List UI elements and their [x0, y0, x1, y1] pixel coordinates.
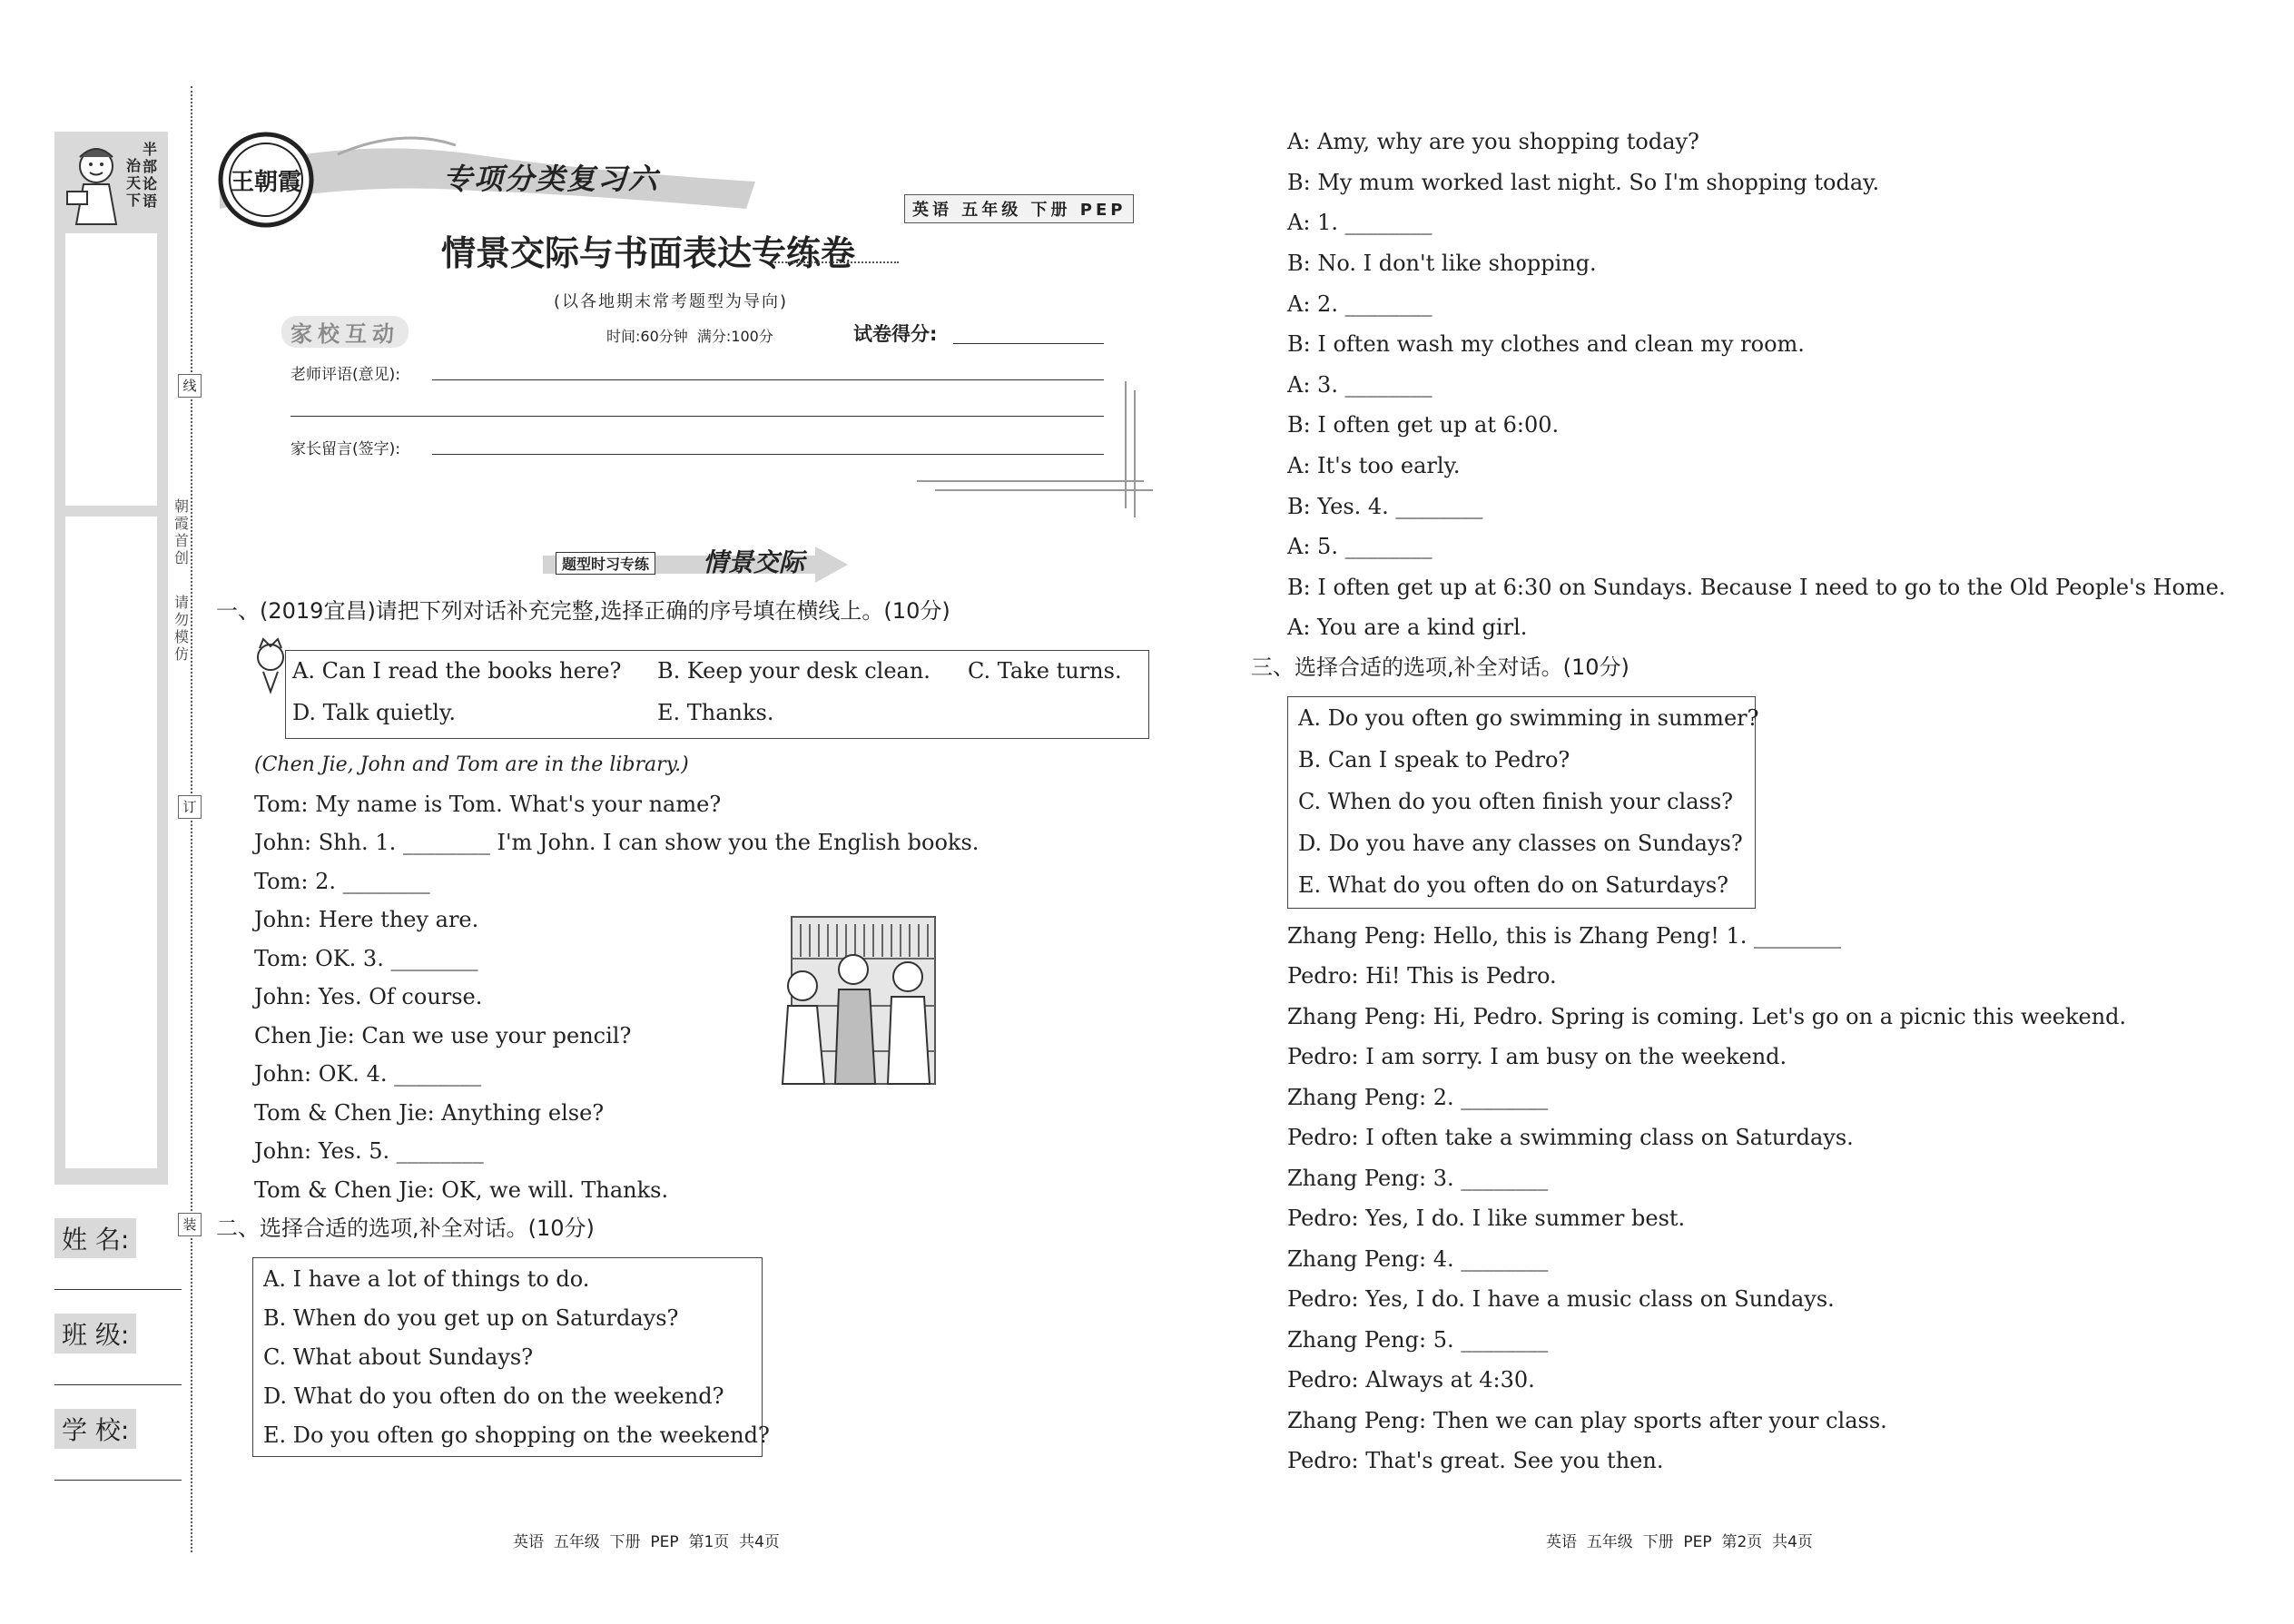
q3-line-8: Pedro: Yes, I do. I like summer best.: [1287, 1206, 1686, 1231]
q3-line-5: Zhang Peng: 2. ________: [1287, 1085, 1549, 1110]
section-title: 情景交际: [703, 547, 805, 577]
q2-line-11: A: 5. ________: [1287, 534, 1433, 559]
q1-line-4: John: Here they are.: [254, 907, 479, 932]
q3-option-c: C. When do you often finish your class?: [1298, 789, 1734, 814]
q2-option-d: D. What do you often do on the weekend?: [263, 1383, 724, 1409]
q3-line-10: Pedro: Yes, I do. I have a music class on Sundays.: [1287, 1286, 1835, 1312]
slogan-col-1: 半部论语: [142, 141, 157, 210]
q1-option-a: A. Can I read the books here?: [292, 658, 622, 684]
teacher-comment-label: 老师评语(意见):: [290, 366, 400, 384]
q2-line-7: A: 3. ________: [1287, 372, 1433, 398]
q3-line-3: Zhang Peng: Hi, Pedro. Spring is coming. Let's go on a picnic this weekend.: [1287, 1004, 2127, 1029]
q2-option-b: B. When do you get up on Saturdays?: [263, 1305, 679, 1331]
q3-option-b: B. Can I speak to Pedro?: [1298, 747, 1570, 773]
class-label: 班 级:: [54, 1314, 136, 1353]
q3-heading: 三、选择合适的选项,补全对话。(10分): [1251, 655, 1629, 680]
q1-line-7: Chen Jie: Can we use your pencil?: [254, 1023, 632, 1048]
q2-line-8: B: I often get up at 6:00.: [1287, 412, 1560, 438]
vertical-note-2: 请勿模仿: [173, 594, 189, 663]
q2-heading: 二、选择合适的选项,补全对话。(10分): [216, 1216, 595, 1241]
footer-right: 英语 五年级 下册 PEP 第2页 共4页: [1546, 1533, 1813, 1551]
q1-line-3: Tom: 2. ________: [254, 869, 430, 894]
q1-option-b: B. Keep your desk clean.: [657, 658, 930, 684]
q3-option-e: E. What do you often do on Saturdays?: [1298, 872, 1728, 898]
q3-line-1: Zhang Peng: Hello, this is Zhang Peng! 1. ________: [1287, 923, 1842, 949]
school-label: 学 校:: [54, 1409, 136, 1449]
teacher-comment-field[interactable]: [432, 379, 1104, 380]
cut-mark-2: 订: [178, 795, 202, 819]
main-title: 情景交际与书面表达专练卷: [441, 232, 856, 273]
q1-line-1: Tom: My name is Tom. What's your name?: [254, 792, 722, 817]
score-label: 试卷得分:: [853, 323, 938, 345]
title-underline: [772, 261, 899, 263]
q1-context: (Chen Jie, John and Tom are in the library.): [254, 753, 689, 776]
decor-lines: [917, 381, 1153, 517]
q1-line-6: John: Yes. Of course.: [254, 984, 483, 1009]
footer-left: 英语 五年级 下册 PEP 第1页 共4页: [513, 1533, 780, 1551]
q1-heading: 一、(2019宜昌)请把下列对话补充完整,选择正确的序号填在横线上。(10分): [216, 598, 950, 624]
q3-line-7: Zhang Peng: 3. ________: [1287, 1166, 1549, 1191]
q3-line-6: Pedro: I often take a swimming class on Saturdays.: [1287, 1125, 1854, 1150]
q2-option-e: E. Do you often go shopping on the weekend?: [263, 1422, 770, 1448]
q2-line-4: B: No. I don't like shopping.: [1287, 251, 1597, 276]
q2-line-3: A: 1. ________: [1287, 210, 1433, 235]
q2-line-1: A: Amy, why are you shopping today?: [1287, 129, 1699, 154]
grade-tag: 英语 五年级 下册 PEP: [904, 194, 1134, 223]
q3-option-a: A. Do you often go swimming in summer?: [1298, 705, 1759, 731]
q1-line-5: Tom: OK. 3. ________: [254, 946, 478, 971]
q3-line-14: Pedro: That's great. See you then.: [1287, 1448, 1664, 1473]
name-label: 姓 名:: [54, 1218, 136, 1258]
logo-text: 王朝霞: [230, 169, 301, 196]
q3-line-2: Pedro: Hi! This is Pedro.: [1287, 963, 1557, 989]
cut-mark-1: 线: [178, 374, 202, 398]
mascot-icon: [60, 137, 131, 228]
sidebar-strip: [54, 132, 168, 1185]
cut-line: [191, 86, 192, 1552]
section-tag: 题型时习专练: [556, 552, 655, 575]
q3-line-9: Zhang Peng: 4. ________: [1287, 1246, 1549, 1272]
q1-line-8: John: OK. 4. ________: [254, 1061, 482, 1087]
cut-mark-3: 装: [178, 1213, 202, 1236]
school-field[interactable]: [54, 1480, 182, 1481]
sidebar-panel-top: [65, 233, 157, 506]
q1-line-2: John: Shh. 1. ________ I'm John. I can show you the English books.: [254, 830, 980, 855]
q1-icon: [252, 635, 289, 695]
parent-note-label: 家长留言(签字):: [290, 440, 400, 458]
q2-option-a: A. I have a lot of things to do.: [263, 1266, 590, 1292]
subtitle: (以各地期末常考题型为导向): [554, 292, 789, 311]
series-title: 专项分类复习六: [443, 162, 660, 196]
q1-line-11: Tom & Chen Jie: OK, we will. Thanks.: [254, 1177, 669, 1203]
library-illustration: [764, 915, 937, 1088]
time-score: 时间:60分钟 满分:100分: [606, 328, 773, 345]
q2-option-c: C. What about Sundays?: [263, 1344, 534, 1370]
q1-option-e: E. Thanks.: [657, 700, 774, 725]
q1-option-c: C. Take turns.: [968, 658, 1122, 684]
q2-line-2: B: My mum worked last night. So I'm shopping today.: [1287, 170, 1880, 195]
q3-line-13: Zhang Peng: Then we can play sports after your class.: [1287, 1408, 1887, 1433]
q1-line-10: John: Yes. 5. ________: [254, 1138, 484, 1164]
q3-line-11: Zhang Peng: 5. ________: [1287, 1327, 1549, 1353]
class-field[interactable]: [54, 1384, 182, 1385]
q1-option-d: D. Talk quietly.: [292, 700, 456, 725]
q1-line-9: Tom & Chen Jie: Anything else?: [254, 1100, 605, 1126]
q2-line-12: B: I often get up at 6:30 on Sundays. Because I need to go to the Old People's Home.: [1287, 575, 2226, 600]
q2-line-10: B: Yes. 4. ________: [1287, 494, 1483, 519]
slogan-col-2: 治天下: [125, 157, 141, 209]
home-school-badge: 家校互动: [281, 316, 409, 348]
q2-line-13: A: You are a kind girl.: [1287, 615, 1528, 640]
q2-line-9: A: It's too early.: [1287, 453, 1461, 478]
q3-line-12: Pedro: Always at 4:30.: [1287, 1367, 1535, 1393]
vertical-note-1: 朝霞首创: [173, 497, 189, 566]
q3-line-4: Pedro: I am sorry. I am busy on the weekend.: [1287, 1044, 1787, 1069]
name-field[interactable]: [54, 1289, 182, 1290]
sidebar-panel-bottom: [65, 517, 157, 1168]
score-field[interactable]: [953, 343, 1104, 344]
q3-option-d: D. Do you have any classes on Sundays?: [1298, 831, 1743, 856]
q2-line-5: A: 2. ________: [1287, 291, 1433, 317]
q2-line-6: B: I often wash my clothes and clean my room.: [1287, 331, 1805, 357]
